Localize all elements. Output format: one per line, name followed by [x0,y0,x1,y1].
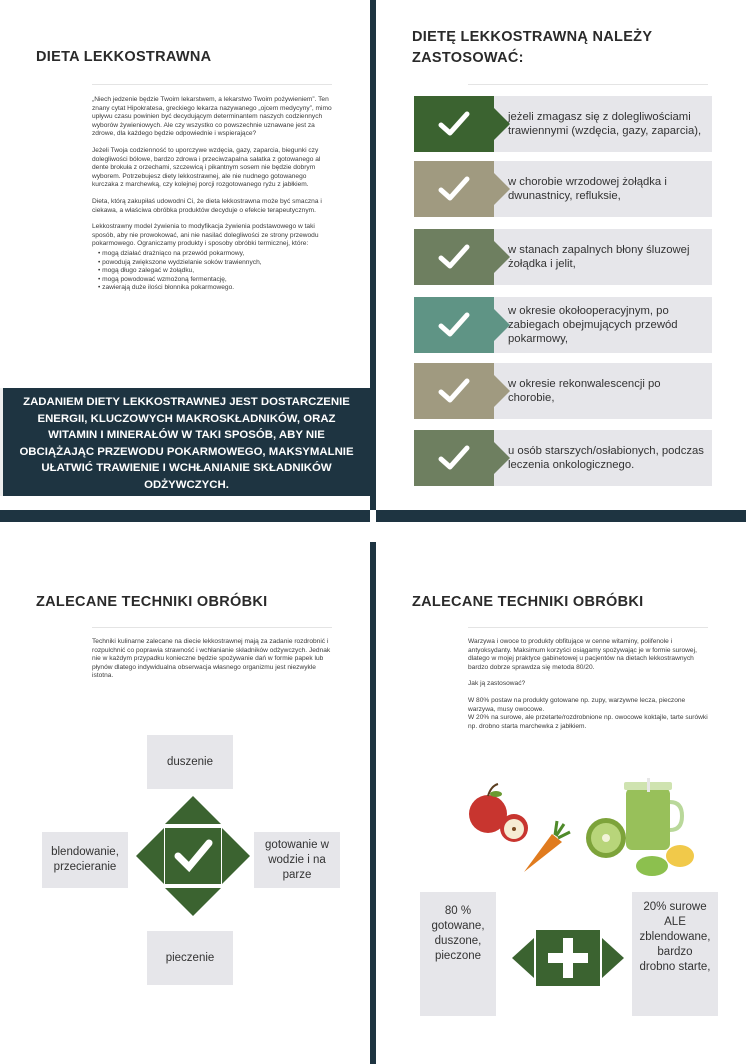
paragraph: Lekkostrawny model żywienia to modyfikacja żywienia podstawowego w taki sposób, aby nie prowokować, ani nie nasilać dolegliwości ze strony przewodu pokarmowego. Ograniczamy produkty i sposoby obróbki termicznej, które: [92,223,319,248]
checkmark-icon [414,229,494,285]
title-rule [468,627,708,628]
ratio-box-20: 20% surowe ALE zblendowane, bardzo drobno starte, [632,892,718,1016]
checklist-row [414,363,712,419]
checkmark-icon [414,430,494,486]
checklist-text: u osób starszych/osłabionych, podczas leczenia onkologicznego. [508,445,704,471]
page-2 [376,0,746,510]
arrow-up-icon [165,796,221,824]
page-title: DIETA LEKKOSTRAWNA [36,49,212,65]
paragraph: Jak ją zastosować? [468,680,526,688]
checklist-text: w chorobie wrzodowej żołądka i dwunastnicy, refluksie, [508,176,667,202]
check-cross-diagram [136,794,250,918]
list-item: • mogą powodować wzmożoną fermentację, [98,276,332,285]
technique-right: gotowanie w wodzie i na parze [254,832,340,888]
checkmark-icon [414,161,494,217]
page2-footer-bar [376,510,746,522]
checklist-row [414,96,712,152]
bullet-list [92,250,332,293]
kiwi-icon [586,818,626,858]
intro-text: Techniki kulinarne zalecane na diecie lekkostrawnej mają za zadanie rozdrobnić i rozpulchnić co poprawia strawność i wchłanianie składników odżywczych. Jednak nie w każdym przypadku konieczne będzie spożywanie dań w formie papek lub płynów dlatego indywidualna obserwacja własnego organizmu jest niezwykle istotna. [92,638,331,680]
page-title: ZALECANE TECHNIKI OBRÓBKI [412,594,644,610]
list-item: • mogą długo zalegać w żołądku, [98,267,332,276]
arrow-left-icon [512,938,534,978]
page-title [412,27,652,69]
checklist-text: w okresie rekonwalescencji po chorobie, [508,378,661,404]
checkmark-icon [414,363,494,419]
paragraph: Jeżeli Twoja codzienność to uporczywe wzdęcia, gazy, zaparcia, biegunki czy dolegliwości bólowe, bardzo zdrowa i przeciwzapalna sałatka z gotowanego al dente brokuła z orzechami, szczewicą i pikantnym sosem nie będzie dobrym wyborem. Potrzebujesz diety lekkostrawnej, ale nie nudnego gotowanego kurczaka z marchewką, czy kolejnej porcji rozgotowanego ryżu z jabłkiem. [92,146,321,189]
center-square [165,828,221,884]
paragraph: „Niech jedzenie będzie Twoim lekarstwem, a lekarstwo Twoim pożywieniem”. Ten znany cytat Hipokratesa, greckiego lekarza nazywanego „ojcem medycyny”, mimo upływu czasu powinien być decydującym determinantem naszych codziennych wyborów żywieniowych. Ale czy wszystko co powszechnie uznawane jest za zdrowe, dla każdego będzie odpowiednie i wspierające? [92,96,332,138]
paragraph: Dieta, którą zakupiłaś udowodni Ci, że dieta lekkostrawna może być smaczna i ciekawa, a właściwa obróbka produktów decyduje o efekcie terapeutycznym. [92,197,322,214]
title-rule [92,627,332,628]
technique-bottom: pieczenie [147,931,233,985]
list-item: • powodują zwiększone wydzielanie soków trawiennych, [98,259,332,268]
checklist-text: w stanach zapalnych błony śluzowej żołądka i jelit, [508,244,690,270]
page-4 [376,542,746,1064]
plus-diagram [512,924,624,992]
fruit-vegetable-illustration [466,778,698,884]
title-line: ZASTOSOWAĆ: [412,50,524,66]
summary-banner: ZADANIEM DIETY LEKKOSTRAWNEJ JEST DOSTARCZENIE ENERGII, KLUCZOWYCH MAKROSKŁADNIKÓW, ORAZ WITAMIN I MINERAŁÓW W TAKI SPOSÓB, ABY NIE OBCIĄŻAJĄC PRZEWODU POKARMOWEGO, MAKSYMALNIE UŁATWIĆ TRAWIENIE I WCHŁANIANIE SKŁADNIKÓW ODŻYWCZYCH. [0,388,370,496]
technique-left: blendowanie, przecieranie [42,832,128,888]
carrot-icon [524,821,570,872]
checkmark-icon [414,96,494,152]
page-1 [0,0,370,510]
title-line: DIETĘ LEKKOSTRAWNĄ NALEŻY [412,29,653,45]
paragraph: W 80% postaw na produkty gotowane np. zupy, warzywne lecza, pieczone warzywa, musy owocowe. [468,696,686,713]
apple-icon [469,784,528,842]
ratio-box-80: 80 % gotowane, duszone, pieczone [420,892,496,1016]
page-3 [0,542,370,1064]
arrow-right-icon [602,938,624,978]
page1-footer-bar [0,510,370,522]
page-title: ZALECANE TECHNIKI OBRÓBKI [36,594,268,610]
list-item: • zawierają duże ilości błonnika pokarmowego. [98,284,332,293]
intro-text [468,638,708,731]
checklist-row [414,430,712,486]
smoothie-jar-icon [624,778,682,850]
paragraph: W 20% na surowe, ale przetarte/rozdrobnione np. owocowe koktajle, tarte surówki np. drobno starta marchewka z jabłkiem. [468,714,708,730]
checklist-row [414,229,712,285]
arrow-right-icon [222,828,250,884]
arrow-down-icon [165,888,221,916]
checklist-row [414,161,712,217]
checklist-row [414,297,712,353]
arrow-left-icon [136,828,164,884]
list-item: • mogą działać drażniąco na przewód pokarmowy, [98,250,332,259]
paragraph: Warzywa i owoce to produkty obfitujące w cenne witaminy, polifenole i antyoksydanty. Maksimum korzyści osiągamy spożywając je w formie surowej, dlatego w mojej praktyce gabinetowej u pacjentów na dietach lekkostrawnych bardzo dobrze sprawdza się metoda 80/20. [468,638,697,671]
technique-top: duszenie [147,735,233,789]
intro-text [92,96,332,293]
title-rule [468,84,708,85]
checklist-text: jeżeli zmagasz się z dolegliwościami trawiennymi (wzdęcia, gazy, zaparcia), [508,111,702,137]
checkmark-icon [414,297,494,353]
title-rule [92,84,332,85]
checklist-text: w okresie okołooperacyjnym, po zabiegach obejmujących przewód pokarmowy, [508,305,678,345]
